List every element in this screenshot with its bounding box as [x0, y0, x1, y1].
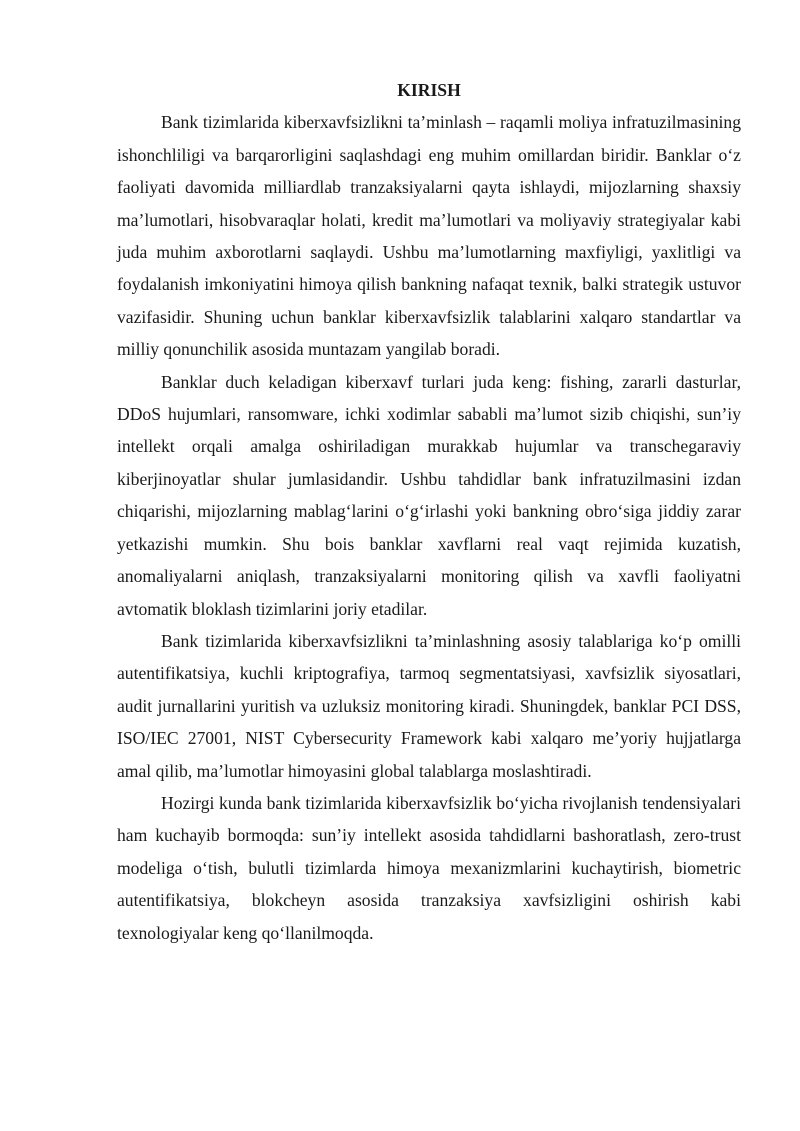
paragraph-1: Bank tizimlarida kiberxavfsizlikni ta’minlash – raqamli moliya infratuzilmasining ishonchliligi va barqarorligini saqlashdagi eng muhim omillardan biridir. Banklar o‘z faoliyati davomida milliardlab tranzaksiyalarni qayta ishlaydi, mijozlarning shaxsiy ma’lumotlari, hisobvaraqlar holati, kredit ma’lumotlari va moliyaviy strategiyalar kabi juda muhim axborotlarni saqlaydi. Ushbu ma’lumotlarning maxfiyligi, yaxlitligi va foydalanish imkoniyatini himoya qilish bankning nafaqat texnik, balki strategik ustuvor vazifasidir. Shuning uchun banklar kiberxavfsizlik talablarini xalqaro standartlar va milliy qonunchilik asosida muntazam yangilab boradi. [117, 112, 741, 360]
page-title: KIRISH [397, 80, 461, 100]
document-body [117, 74, 741, 949]
paragraph-2: Banklar duch keladigan kiberxavf turlari juda keng: fishing, zararli dasturlar, DDoS hujumlari, ransomware, ichki xodimlar sababli ma’lumot sizib chiqishi, sun’iy intellekt orqali amalga oshiriladigan murakkab hujumlar va transchegaraviy kiberjinoyatlar shular jumlasidandir. Ushbu tahdidlar bank infratuzilmasini izdan chiqarishi, mijozlarning mablag‘larini o‘g‘irlashi yoki bankning obro‘siga jiddiy zarar yetkazishi mumkin. Shu bois banklar xavflarni real vaqt rejimida kuzatish, anomaliyalarni aniqlash, tranzaksiyalarni monitoring qilish va xavfli faoliyatni avtomatik bloklash tizimlarini joriy etadilar. [117, 371, 741, 619]
paragraph-4: Hozirgi kunda bank tizimlarida kiberxavfsizlik bo‘yicha rivojlanish tendensiyalari ham kuchayib bormoqda: sun’iy intellekt asosida tahdidlarni bashoratlash, zero-trust modeliga o‘tish, bulutli tizimlarda himoya mexanizmlarini kuchaytirish, biometric autentifikatsiya, blokcheyn asosida tranzaksiya xavfsizligini oshirish kabi texnologiyalar keng qo‘llanilmoqda. [117, 792, 741, 943]
paragraph-3: Bank tizimlarida kiberxavfsizlikni ta’minlashning asosiy talablariga ko‘p omilli autentifikatsiya, kuchli kriptografiya, tarmoq segmentatsiyasi, xavfsizlik siyosatlari, audit jurnallarini yuritish va uzluksiz monitoring kiradi. Shuningdek, banklar PCI DSS, ISO/IEC 27001, NIST Cybersecurity Framework kabi xalqaro me’yoriy hujjatlarga amal qilib, ma’lumotlar himoyasini global talablarga moslashtiradi. [117, 630, 741, 781]
